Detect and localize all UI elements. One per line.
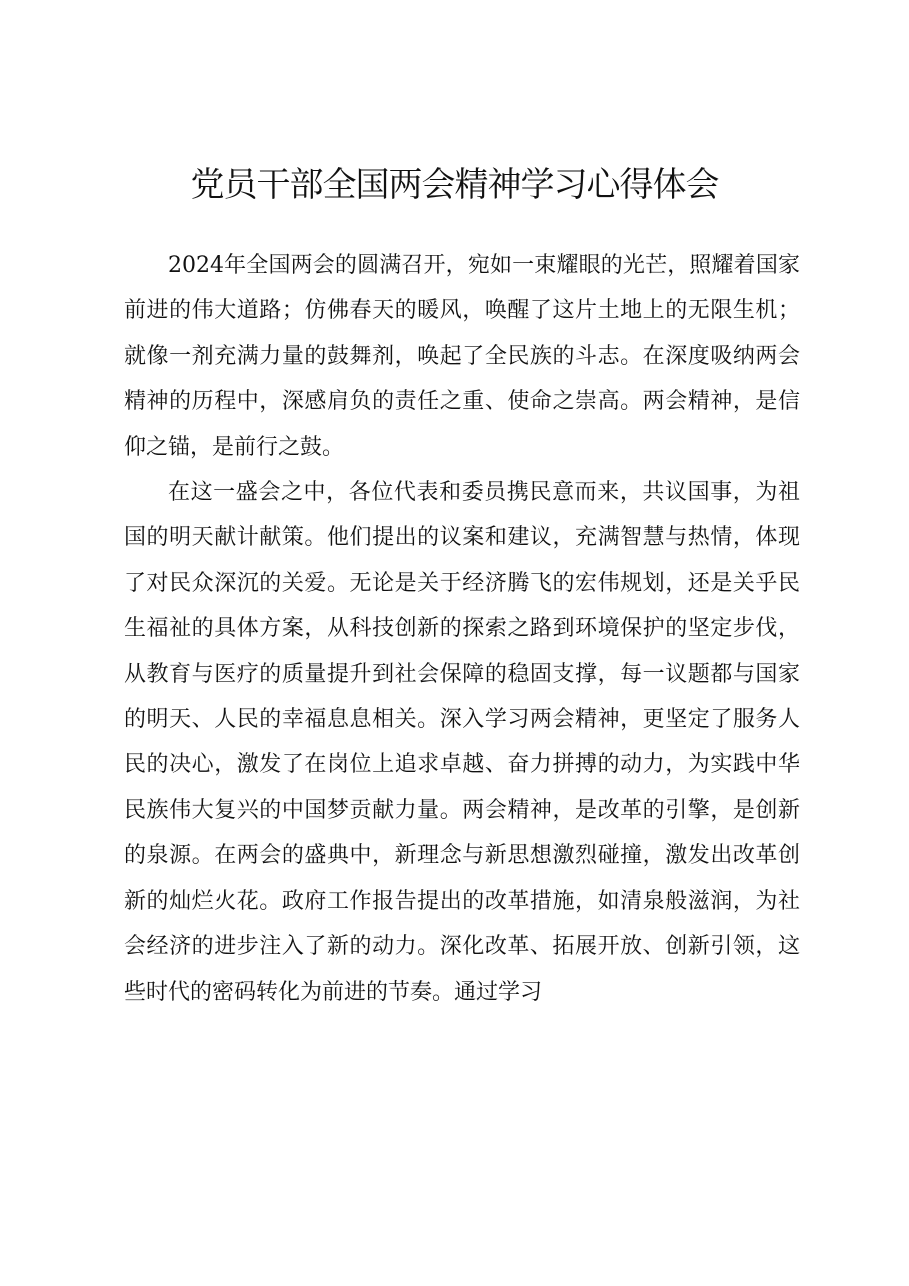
paragraph-2: 在这一盛会之中，各位代表和委员携民意而来，共议国事，为祖国的明天献计献策。他们提出的议案和建议，充满智慧与热情，体现了对民众深沉的关爱。无论是关于经济腾飞的宏伟规划，还是关乎民生福祉的具体方案，从科技创新的探索之路到环境保护的坚定步伐，从教育与医疗的质量提升到社会保障的稳固支撑，每一议题都与国家的明天、人民的幸福息息相关。深入学习两会精神，更坚定了服务人民的决心，激发了在岗位上追求卓越、奋力拼搏的动力，为实践中华民族伟大复兴的中国梦贡献力量。两会精神，是改革的引擎，是创新的泉源。在两会的盛典中，新理念与新思想激烈碰撞，激发出改革创新的灿烂火花。政府工作报告提出的改革措施，如清泉般滋润，为社会经济的进步注入了新的动力。深化改革、拓展开放、创新引领，这些时代的密码转化为前进的节奏。通过学习	[124, 480, 800, 1005]
document-title: 党员干部全国两会精神学习心得体会	[190, 165, 719, 205]
document-body	[124, 243, 800, 1015]
paragraph-1: 2024年全国两会的圆满召开，宛如一束耀眼的光芒，照耀着国家前进的伟大道路；仿佛春天的暖风，唤醒了这片土地上的无限生机；就像一剂充满力量的鼓舞剂，唤起了全民族的斗志。在深度吸纳两会精神的历程中，深感肩负的责任之重、使命之崇高。两会精神，是信仰之锚，是前行之鼓。	[124, 253, 800, 460]
